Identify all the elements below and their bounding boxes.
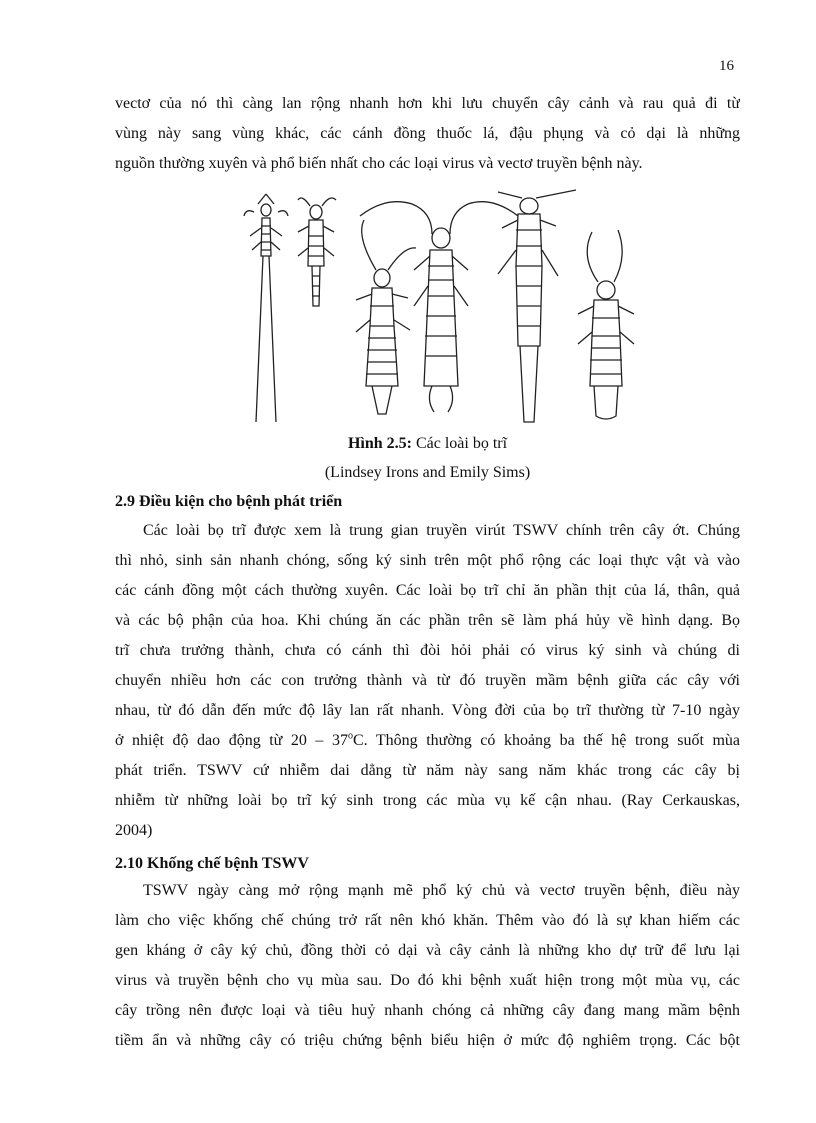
thrips-illustration-6 (578, 230, 634, 419)
thrips-illustration-4 (360, 202, 518, 412)
text-line: các cánh đồng một cách thường xuyên. Các loài bọ trĩ chỉ ăn phần thịt của lá, thân, quả (115, 582, 740, 599)
text-line: vectơ của nó thì càng lan rộng nhanh hơn khi lưu chuyển cây cảnh và rau quả đi từ (115, 95, 740, 112)
text-line: gen kháng ở cây ký chủ, đồng thời cỏ dại và cây cảnh là những kho dự trữ để lưu lại (115, 942, 740, 959)
text-line-temperature: ở nhiệt độ dao động từ 20 – 37$^o$C. Thông thường có khoảng ba thế hệ trong suốt mùa (115, 730, 740, 749)
text-line: 2004) (115, 822, 153, 839)
text-line: vùng này sang vùng khác, các cánh đồng thuốc lá, đậu phụng và cỏ dại là những (115, 125, 740, 142)
thrips-figure-image (236, 186, 641, 426)
figure-credit: (Lindsey Irons and Emily Sims) (324, 464, 531, 481)
figure-caption (115, 435, 740, 453)
text-line: nguồn thường xuyên và phổ biến nhất cho các loại virus và vectơ truyền bệnh này. (115, 155, 643, 172)
thrips-illustration-1 (244, 194, 288, 422)
text-line: trĩ chưa trưởng thành, chưa có cánh thì đòi hỏi phải có virus ký sinh và chúng di (115, 642, 740, 659)
text-line: làm cho việc khống chế chúng trở rất nên khó khăn. Thêm vào đó là sự khan hiếm các (115, 912, 740, 929)
text-line: cây trồng nên được loại và tiêu huỷ nhanh chóng cả những cây đang mang mầm bệnh (115, 1002, 740, 1019)
text-line: phát triển. TSWV cứ nhiễm dai dẳng từ năm này sang năm khác trong các cây bị (115, 762, 740, 779)
figure-caption-text: Các loài bọ trĩ (411, 435, 508, 452)
section-heading-2-9: 2.9 Điều kiện cho bệnh phát triển (115, 493, 343, 510)
section-2-10-paragraph (115, 876, 740, 1056)
page-number: 16 (719, 58, 734, 74)
figure-label: Hình 2.5: (347, 435, 412, 452)
text-line: nhiễm từ những loài bọ trĩ ký sinh trong các mùa vụ kế cận nhau. (Ray Cerkauskas, (115, 792, 740, 809)
text-line: virus và truyền bệnh cho vụ mùa sau. Do đó khi bệnh xuất hiện trong một mùa vụ, các (115, 972, 740, 989)
thrips-illustration-2 (298, 198, 336, 306)
text-line: tiềm ẩn và những cây có triệu chứng bệnh biểu hiện ở mức độ nghiêm trọng. Các bột (115, 1032, 740, 1049)
section-heading-2-10: 2.10 Khống chế bệnh TSWV (115, 855, 309, 872)
text-line: TSWV ngày càng mở rộng mạnh mẽ phổ ký chủ và vectơ truyền bệnh, điều này (143, 882, 740, 899)
thrips-illustration-5 (498, 190, 576, 422)
text-line: Các loài bọ trĩ được xem là trung gian truyền virút TSWV chính trên cây ớt. Chúng (143, 522, 740, 539)
text-line: và các bộ phận của hoa. Khi chúng ăn các phần trên sẽ làm phá hủy về hình dạng. Bọ (115, 612, 740, 629)
intro-paragraph (115, 89, 740, 179)
text-line: nhau, từ đó dẫn đến mức độ lây lan rất nhanh. Vòng đời của bọ trĩ thường từ 7-10 ngày (115, 702, 740, 719)
text-line: chuyển nhiều hơn các con trưởng thành và từ đó truyền mầm bệnh giữa các cây với (115, 672, 740, 689)
text-line: thì nhỏ, sinh sản nhanh chóng, sống ký sinh trên một phổ rộng các loại thực vật và vào (115, 552, 740, 569)
section-2-9-paragraph (115, 516, 740, 846)
thrips-illustration-3 (356, 220, 416, 414)
